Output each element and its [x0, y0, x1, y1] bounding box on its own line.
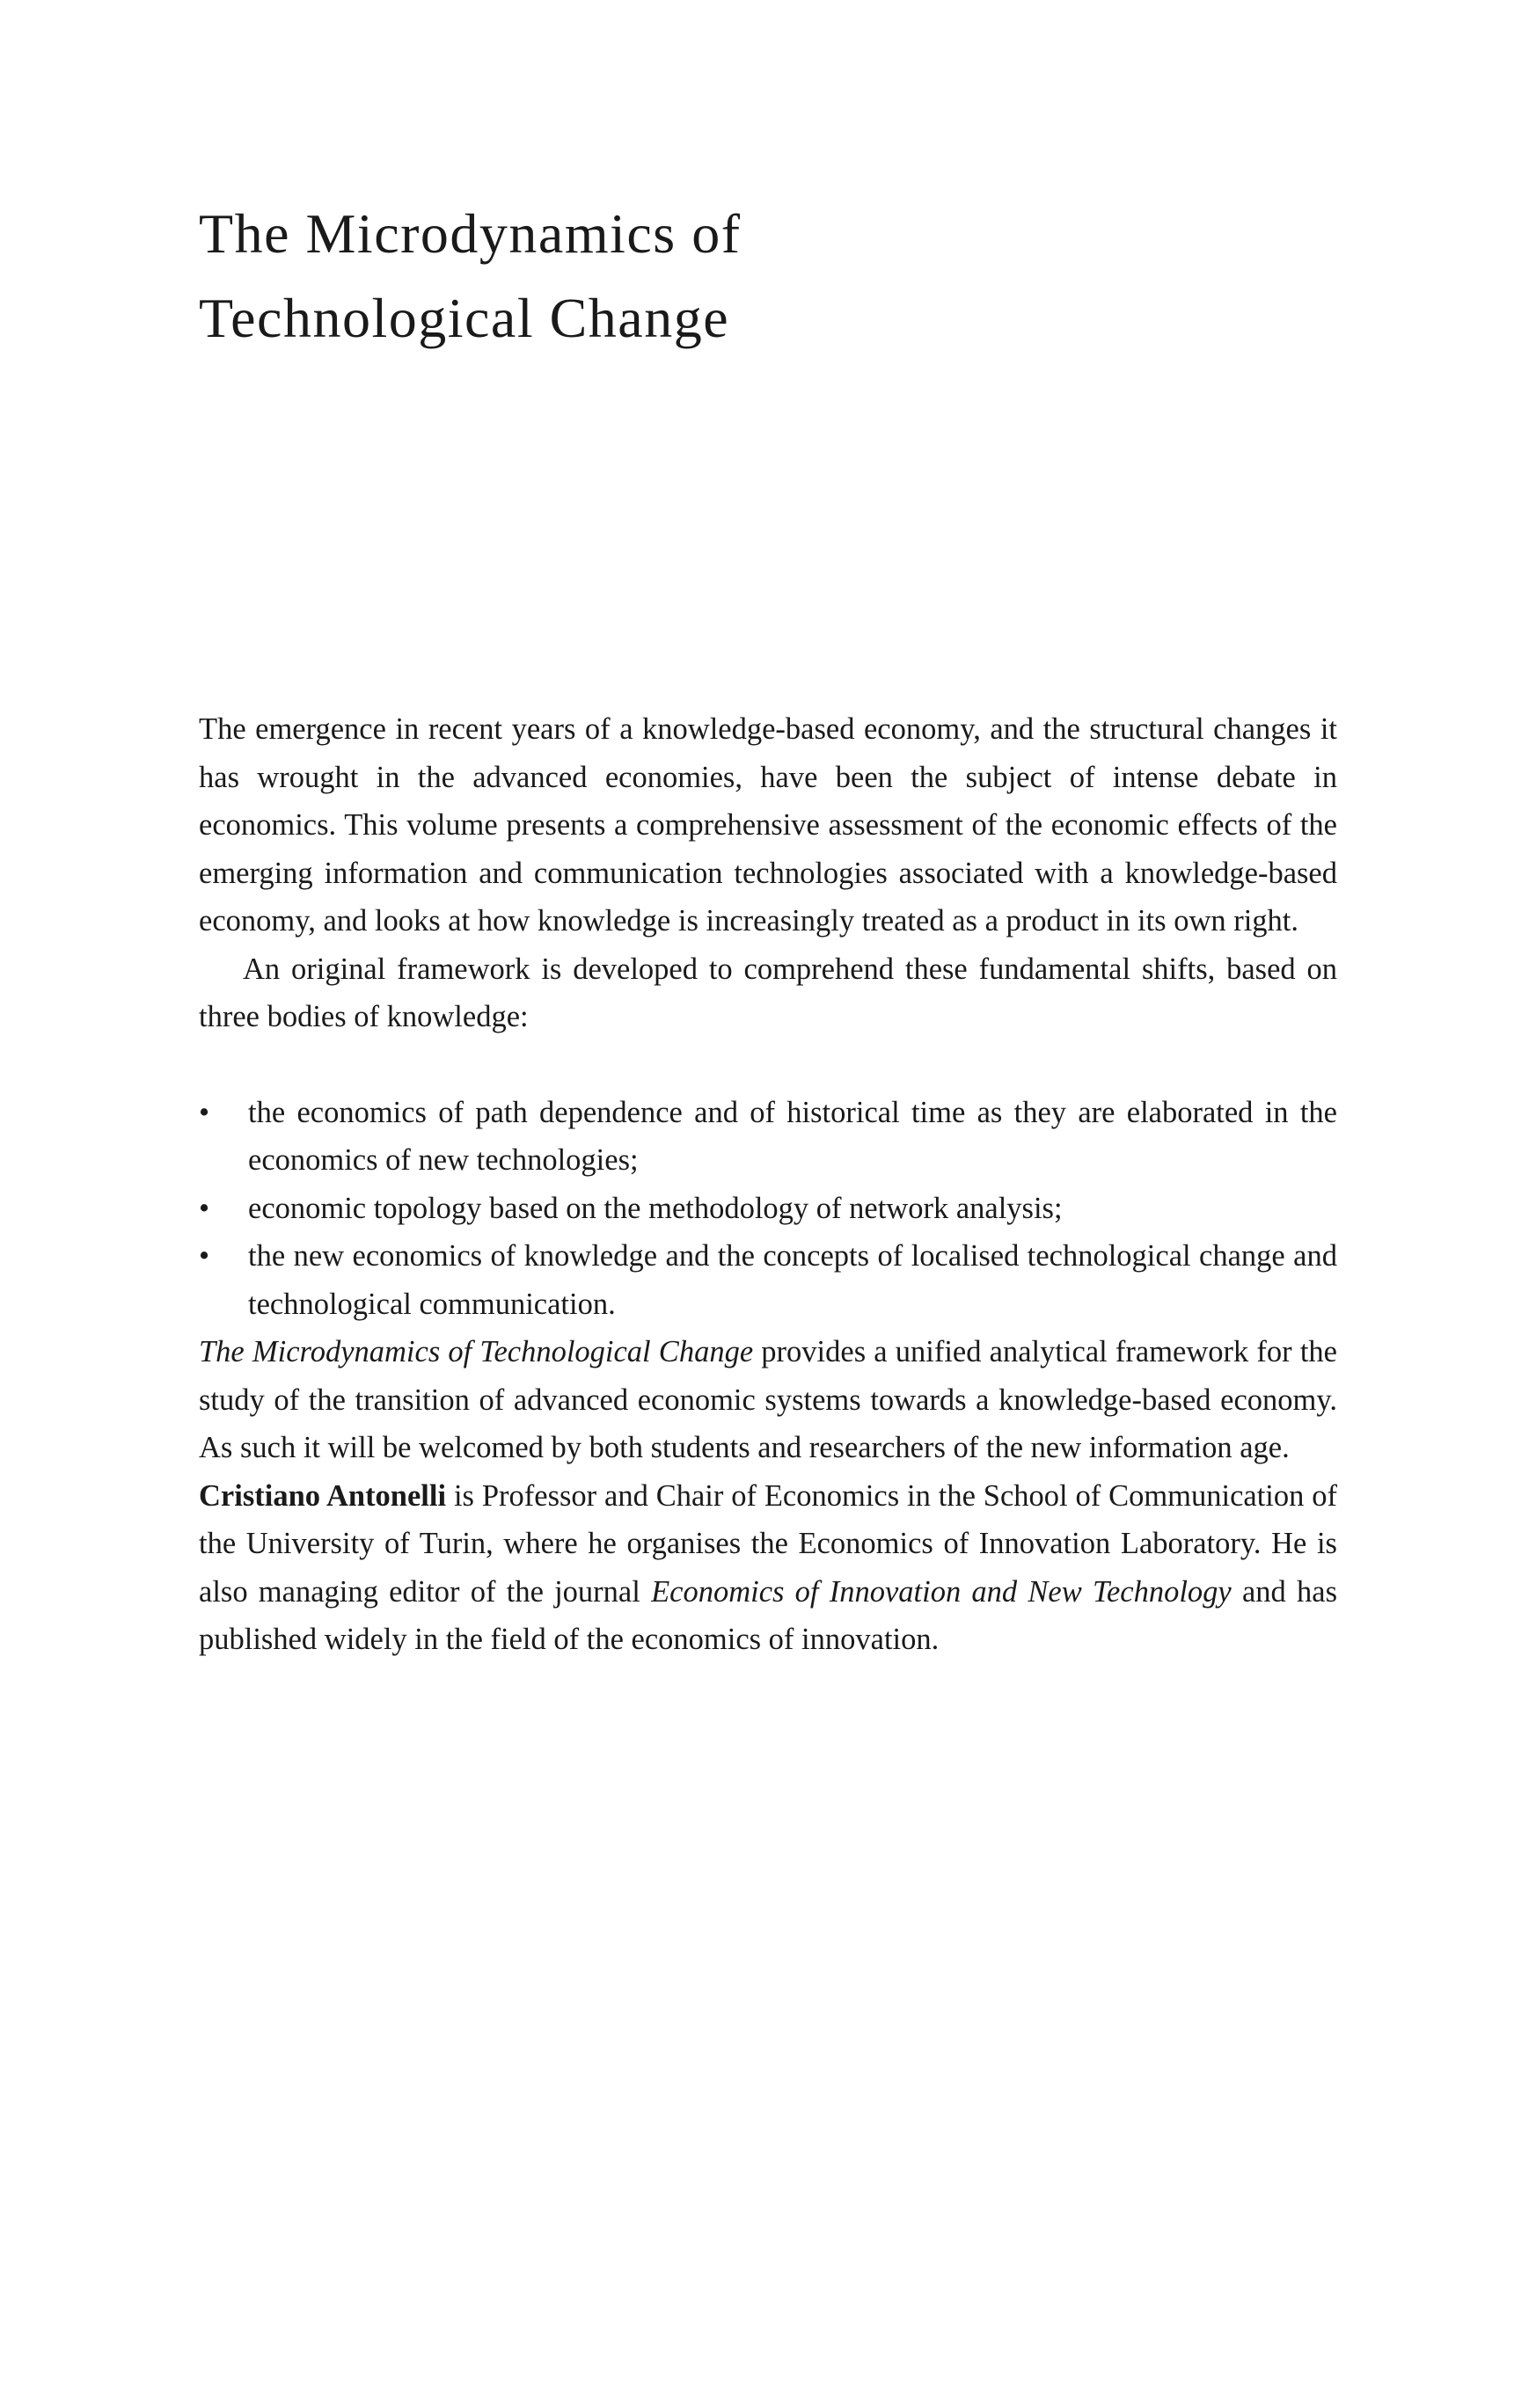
list-item	[199, 1089, 1337, 1185]
list-item-text: the new economics of knowledge and the concepts of localised technological change and technological communication.	[248, 1239, 1337, 1321]
summary-paragraph	[199, 1328, 1337, 1472]
framework-paragraph: An original framework is developed to comprehend these fundamental shifts, based on three bodies of knowledge:	[199, 952, 1337, 1033]
list-item-text: economic topology based on the methodology of network analysis;	[248, 1191, 1063, 1225]
intro-paragraph: The emergence in recent years of a knowledge-based economy, and the structural changes it has wrought in the advanced economies, have been the subject of intense debate in economics. This volume presents a comprehensive assessment of the economic effects of the emerging information and communication technologies associated with a knowledge-based economy, and looks at how knowledge is increasingly treated as a product in its own right.	[199, 712, 1337, 938]
journal-title: Economics of Innovation and New Technology	[651, 1574, 1232, 1609]
summary-text: provides a unified analytical framework for the study of the transition of advanced economic systems towards a knowledge-based economy. As such it will be welcomed by both students and researchers of the new information age.	[199, 1335, 1337, 1464]
list-item	[199, 1185, 1337, 1233]
author-bio-paragraph	[199, 1472, 1337, 1664]
knowledge-bodies-list	[199, 1089, 1337, 1329]
bullet-icon: •	[199, 1095, 210, 1129]
summary-book-title: The Microdynamics of Technological Change	[199, 1335, 754, 1368]
bullet-icon: •	[199, 1239, 210, 1273]
author-name: Cristiano Antonelli	[199, 1478, 447, 1513]
list-item-text: the economics of path dependence and of historical time as they are elaborated in the economics of new technologies;	[248, 1095, 1337, 1177]
book-title	[199, 192, 742, 361]
list-item	[199, 1232, 1337, 1328]
book-title-line-1: The Microdynamics of	[199, 202, 742, 265]
blurb-text	[199, 705, 1337, 1664]
author-bio-text-2: and has published widely in the field of the economics of innovation.	[199, 1574, 1338, 1656]
author-bio-text-1: is Professor and Chair of Economics in the School of Communication of the University of Turin, where he organises the Economics of Innovation Laboratory. He is also managing editor of the journal	[199, 1478, 1337, 1609]
book-title-line-2: Technological Change	[199, 287, 730, 349]
bullet-icon: •	[199, 1191, 210, 1225]
